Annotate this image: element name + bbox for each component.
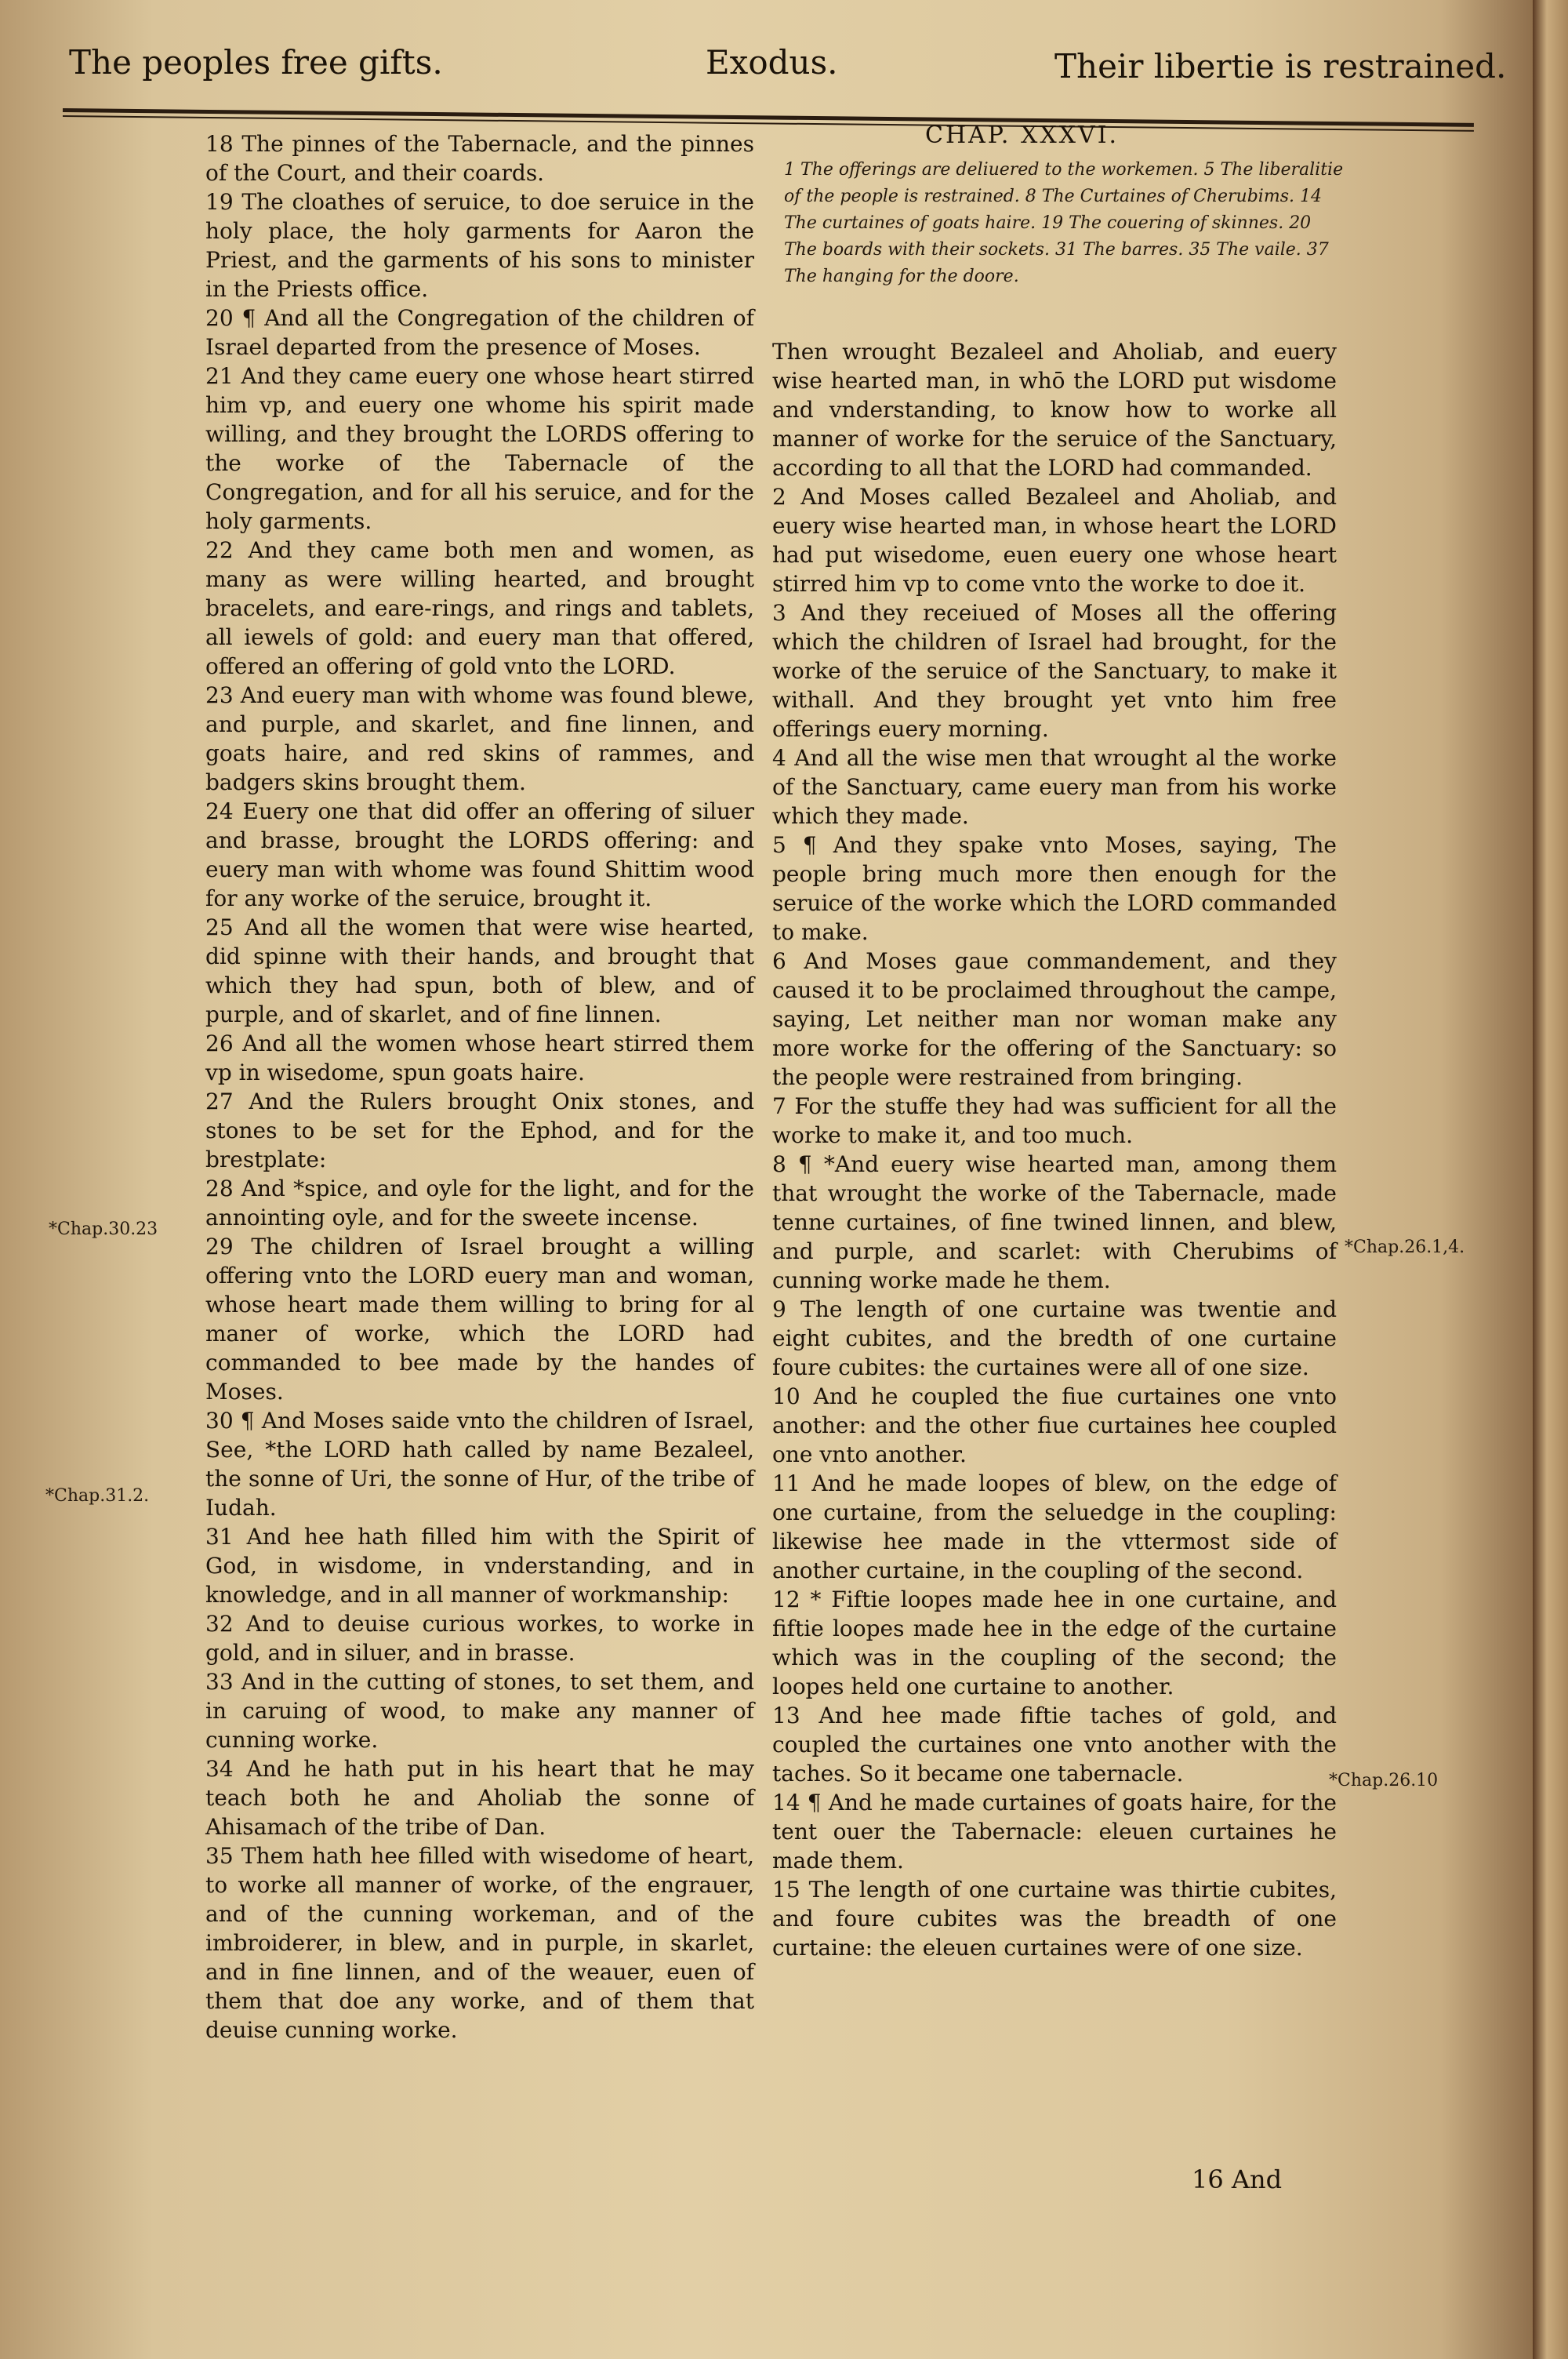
verse-25: 25 And all the women that were wise hearted, did spinne with their hands, and brought that which they had spun, both of blew, and of purple, and of skarlet, and of fine linnen. [205, 914, 754, 1027]
verse-29: 29 The children of Israel brought a willing offering vnto the LORD euery man and woman, whose heart made them willing to bring for al maner of worke, which the LORD had commanded to bee made by the handes of Moses. [205, 1234, 754, 1405]
verse-34: 34 And he hath put in his heart that he may teach both he and Aholiab the sonne of Ahisamach of the tribe of Dan. [205, 1756, 754, 1840]
verse-22: 22 And they came both men and women, as many as were willing hearted, and brought bracelets, and eare-rings, and rings and tablets, all iewels of gold: and euery man that offered, offered an offering of gold vnto the LORD. [205, 537, 754, 679]
margin-note-chap30: *Chap.30.23 [49, 1219, 158, 1239]
verse-6: 6 And Moses gaue commandement, and they caused it to be proclaimed throughout the campe, saying, Let neither man nor woman make any more worke for the offering of the Sanctuary: so the people were restrained from bringing. [772, 948, 1337, 1090]
verse-13: 13 And hee made fiftie taches of gold, and coupled the curtaines one vnto another with the taches. So it became one tabernacle. [772, 1703, 1337, 1787]
verse-24: 24 Euery one that did offer an offering of siluer and brasse, brought the LORDS offering: and euery man with whome was found Shittim wood for any worke of the seruice, brought it. [205, 798, 754, 911]
verse-19: 19 The cloathes of seruice, to doe seruice in the holy place, the holy garments for Aaron the Priest, and the garments of his sons to minister in the Priests office. [205, 189, 754, 302]
verse-3: 3 And they receiued of Moses all the offering which the children of Israel had brought, for the worke of the seruice of the Sanctuary, to make it withall. And they brought yet vnto him free offerings euery morning. [772, 600, 1337, 742]
verse-15: 15 The length of one curtaine was thirtie cubites, and foure cubites was the breadth of one curtaine: the eleuen curtaines were of one size. [772, 1877, 1337, 1961]
running-head-center: Exodus. [706, 43, 838, 82]
margin-note-chap26b: *Chap.26.10 [1329, 1771, 1439, 1790]
verse-20: 20 ¶ And all the Congregation of the children of Israel departed from the presence of Moses. [205, 305, 754, 360]
right-column [772, 337, 1337, 1962]
running-head-left: The peoples free gifts. [69, 43, 443, 82]
verse-21: 21 And they came euery one whose heart stirred him vp, and euery one whome his spirit made willing, and they brought the LORDS offering to the worke of the Tabernacle of the Congregation, and for all his seruice, and for the holy garments. [205, 363, 754, 534]
verse-18: 18 The pinnes of the Tabernacle, and the pinnes of the Court, and their coards. [205, 131, 754, 186]
verse-35: 35 Them hath hee filled with wisedome of heart, to worke all manner of worke, of the engrauer, and of the cunning workeman, and of the imbroiderer, in blew, and in purple, in skarlet, and in fine linnen, and of the weauer, euen of them that doe any worke, and of them that deuise cunning worke. [205, 1843, 754, 2043]
left-column [205, 129, 754, 2045]
verse-1: Then wrought Bezaleel and Aholiab, and euery wise hearted man, in whō the LORD put wisdome and vnderstanding, to know how to worke all manner of worke for the seruice of the Sanctuary, according to all that the LORD had commanded. [772, 339, 1337, 481]
running-head-right: Their libertie is restrained. [1054, 47, 1507, 85]
facing-page-edge [1533, 0, 1568, 2359]
margin-note-chap31: *Chap.31.2. [45, 1486, 150, 1506]
chapter-heading: CHAP. XXXVI. [925, 122, 1120, 149]
verse-2: 2 And Moses called Bezaleel and Aholiab, and euery wise hearted man, in whose heart the LORD had put wisedome, euen euery one whose heart stirred him vp to come vnto the worke to doe it. [772, 484, 1337, 597]
verse-27: 27 And the Rulers brought Onix stones, and stones to be set for the Ephod, and for the brestplate: [205, 1089, 754, 1172]
verse-33: 33 And in the cutting of stones, to set them, and in caruing of wood, to make any manner of cunning worke. [205, 1669, 754, 1753]
verse-23: 23 And euery man with whome was found blewe, and purple, and skarlet, and fine linnen, and goats haire, and red skins of rammes, and badgers skins brought them. [205, 682, 754, 795]
verse-28: 28 And *spice, and oyle for the light, and for the annointing oyle, and for the sweete incense. [205, 1176, 754, 1230]
verse-4: 4 And all the wise men that wrought al the worke of the Sanctuary, came euery man from his worke which they made. [772, 745, 1337, 829]
verse-30: 30 ¶ And Moses saide vnto the children of Israel, See, *the LORD hath called by name Bezaleel, the sonne of Uri, the sonne of Hur, of the tribe of Iudah. [205, 1408, 754, 1521]
verse-8: 8 ¶ *And euery wise hearted man, among them that wrought the worke of the Tabernacle, made tenne curtaines, of fine twined linnen, and blew, and purple, and scarlet: with Cherubims of cunning worke made he them. [772, 1151, 1337, 1293]
verse-5: 5 ¶ And they spake vnto Moses, saying, The people bring much more then enough for the seruice of the worke which the LORD commanded to make. [772, 832, 1337, 945]
chapter-argument: 1 The offerings are deliuered to the workemen. 5 The liberalitie of the people is restrained. 8 The Curtaines of Cherubims. 14 The curtaines of goats haire. 19 The couering of skinnes. 20 The boards with their sockets. 31 The barres. 35 The vaile. 37 The hanging for the doore. [784, 160, 1344, 286]
verse-12: 12 * Fiftie loopes made hee in one curtaine, and fiftie loopes made hee in the edge of the curtaine which was in the coupling of the second; the loopes held one curtaine to another. [772, 1587, 1337, 1699]
verse-9: 9 The length of one curtaine was twentie and eight cubites, and the bredth of one curtaine foure cubites: the curtaines were all of one size. [772, 1296, 1337, 1380]
margin-note-chap26a: *Chap.26.1,4. [1345, 1238, 1465, 1257]
verse-11: 11 And he made loopes of blew, on the edge of one curtaine, from the seluedge in the coupling: likewise hee made in the vttermost side of another curtaine, in the coupling of the second. [772, 1470, 1337, 1583]
catchword: 16 And [1192, 2165, 1283, 2194]
verse-7: 7 For the stuffe they had was sufficient for all the worke to make it, and too much. [772, 1093, 1337, 1148]
verse-31: 31 And hee hath filled him with the Spirit of God, in wisdome, in vnderstanding, and in knowledge, and in all manner of workmanship: [205, 1524, 754, 1608]
verse-10: 10 And he coupled the fiue curtaines one vnto another: and the other fiue curtaines hee coupled one vnto another. [772, 1383, 1337, 1467]
verse-14: 14 ¶ And he made curtaines of goats haire, for the tent ouer the Tabernacle: eleuen curtaines he made them. [772, 1790, 1337, 1874]
verse-32: 32 And to deuise curious workes, to worke in gold, and in siluer, and in brasse. [205, 1611, 754, 1666]
verse-26: 26 And all the women whose heart stirred them vp in wisedome, spun goats haire. [205, 1030, 754, 1085]
